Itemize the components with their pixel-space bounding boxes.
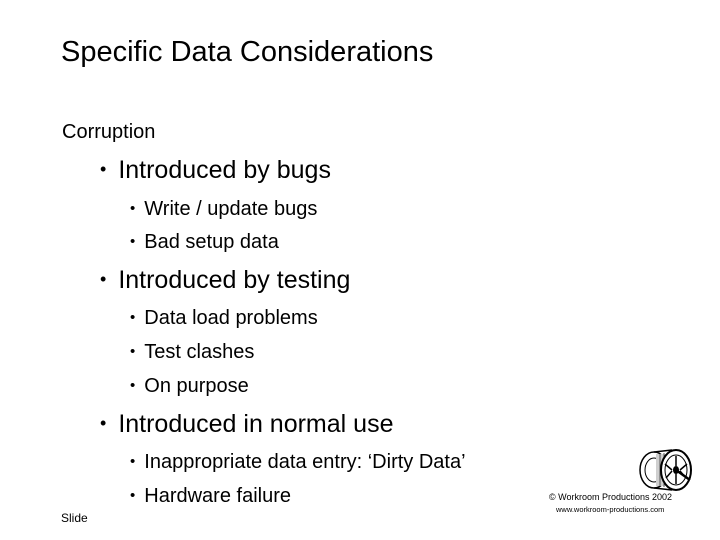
bullet-introduced-in-normal-use <box>100 410 393 439</box>
bullet-icon: • <box>130 200 136 217</box>
sub-bullet-write-update-bugs <box>130 198 317 221</box>
bullet-icon: • <box>130 309 136 326</box>
sub-bullet-label: Write / update bugs <box>144 198 318 220</box>
sub-bullet-on-purpose <box>130 375 249 398</box>
sub-bullet-label: On purpose <box>144 375 249 397</box>
sub-bullet-label: Bad setup data <box>144 231 279 253</box>
bullet-icon: • <box>130 343 136 360</box>
sub-bullet-inappropriate-data-entry <box>130 451 466 474</box>
bullet-label: Introduced by bugs <box>118 156 331 184</box>
sub-bullet-label: Test clashes <box>144 341 255 363</box>
slide-footer-label: Slide <box>61 511 88 525</box>
bullet-icon: • <box>130 377 136 394</box>
bullet-label: Introduced by testing <box>118 266 351 294</box>
sub-bullet-label: Inappropriate data entry: ‘Dirty Data’ <box>144 451 466 473</box>
sub-bullet-label: Data load problems <box>144 307 318 329</box>
website-text: www.workroom-productions.com <box>556 505 665 514</box>
bullet-icon: • <box>100 159 107 179</box>
sub-bullet-data-load-problems <box>130 307 318 330</box>
slide-title: Specific Data Considerations <box>61 36 434 68</box>
bullet-icon: • <box>130 487 136 504</box>
bullet-icon: • <box>100 269 107 289</box>
sub-bullet-test-clashes <box>130 341 254 364</box>
bullet-icon: • <box>130 453 136 470</box>
sub-bullet-hardware-failure <box>130 485 291 508</box>
bullet-introduced-by-testing <box>100 266 350 295</box>
section-heading: Corruption <box>62 121 156 143</box>
bullet-icon: • <box>130 233 136 250</box>
bullet-introduced-by-bugs <box>100 156 331 185</box>
copyright-text: © Workroom Productions 2002 <box>549 492 673 502</box>
bullet-label: Introduced in normal use <box>118 410 394 438</box>
film-reel-icon <box>632 440 696 496</box>
bullet-icon: • <box>100 413 107 433</box>
sub-bullet-label: Hardware failure <box>144 485 291 507</box>
sub-bullet-bad-setup-data <box>130 231 279 254</box>
